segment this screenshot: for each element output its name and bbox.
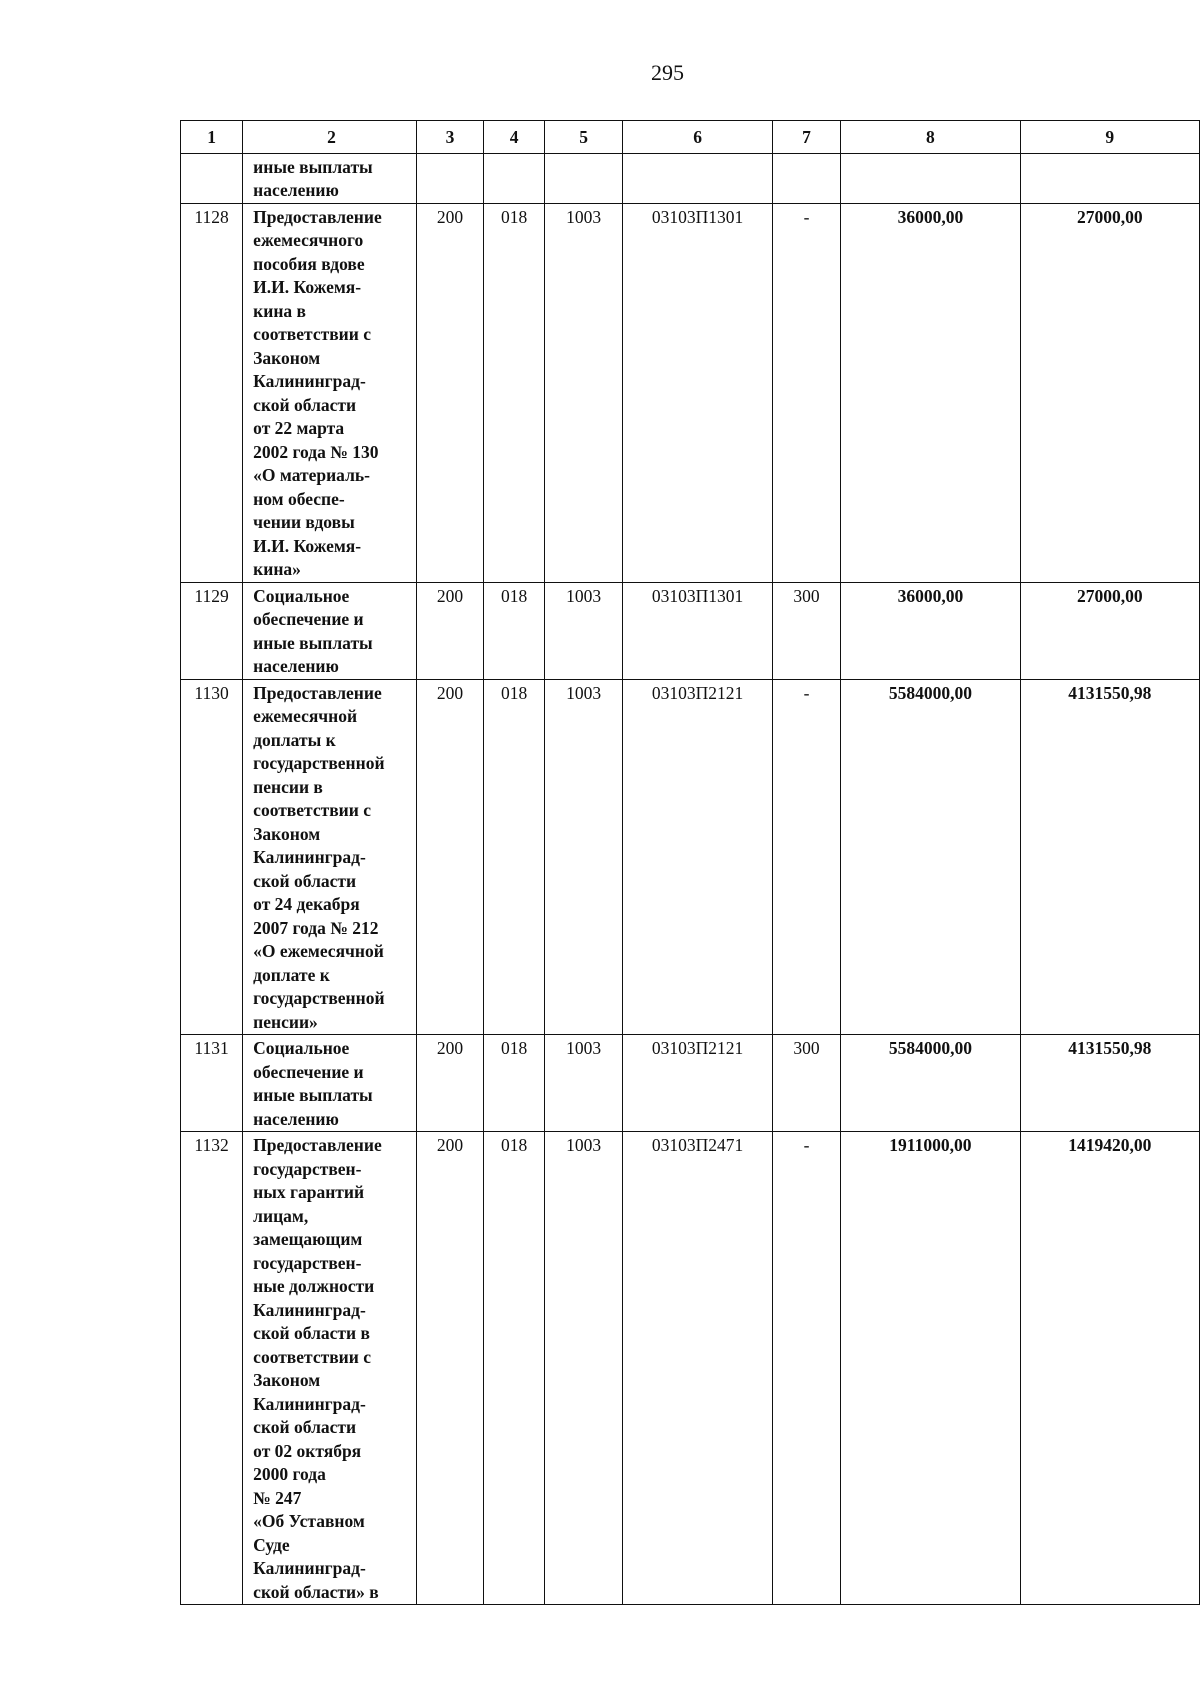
row-col-5 — [545, 153, 623, 203]
header-col-6: 6 — [623, 121, 773, 154]
header-col-1: 1 — [181, 121, 243, 154]
header-row — [181, 121, 1200, 154]
row-name: Социальное обеспечение и иные выплаты населению — [243, 1035, 417, 1132]
row-col-3: 200 — [416, 1132, 483, 1605]
row-col-6: 03103П2471 — [623, 1132, 773, 1605]
row-col-5: 1003 — [545, 582, 623, 679]
row-col-8 — [841, 153, 1020, 203]
budget-table-body — [181, 121, 1200, 1605]
row-col-7: - — [772, 203, 840, 582]
table-row — [181, 203, 1200, 582]
row-name: Предоставление ежемесячного пособия вдове И.И. Кожемя- кина в соответствии с Законом Калининград- ской области от 22 марта 2002 года № 130 «О материаль- ном обеспе- чении вдовы И.И. Кожемя- кина» — [243, 203, 417, 582]
row-col-3: 200 — [416, 582, 483, 679]
row-col-4: 018 — [484, 203, 545, 582]
row-name: иные выплаты населению — [243, 153, 417, 203]
row-number: 1130 — [181, 679, 243, 1035]
header-col-7: 7 — [772, 121, 840, 154]
table-row — [181, 582, 1200, 679]
row-col-6: 03103П1301 — [623, 582, 773, 679]
row-col-8: 5584000,00 — [841, 1035, 1020, 1132]
budget-table — [180, 120, 1200, 1605]
table-row — [181, 679, 1200, 1035]
table-row — [181, 153, 1200, 203]
row-col-9: 4131550,98 — [1020, 679, 1199, 1035]
header-col-9: 9 — [1020, 121, 1199, 154]
row-col-3: 200 — [416, 679, 483, 1035]
row-col-5: 1003 — [545, 1035, 623, 1132]
row-name: Социальное обеспечение и иные выплаты населению — [243, 582, 417, 679]
row-col-9: 27000,00 — [1020, 203, 1199, 582]
row-col-3 — [416, 153, 483, 203]
row-col-8: 1911000,00 — [841, 1132, 1020, 1605]
row-col-4: 018 — [484, 679, 545, 1035]
row-col-9: 1419420,00 — [1020, 1132, 1199, 1605]
header-col-4: 4 — [484, 121, 545, 154]
row-col-7: 300 — [772, 582, 840, 679]
header-col-2: 2 — [243, 121, 417, 154]
row-col-7: - — [772, 679, 840, 1035]
row-col-4: 018 — [484, 1035, 545, 1132]
row-col-6: 03103П2121 — [623, 679, 773, 1035]
row-number — [181, 153, 243, 203]
row-col-5: 1003 — [545, 1132, 623, 1605]
row-col-8: 5584000,00 — [841, 679, 1020, 1035]
row-name: Предоставление ежемесячной доплаты к государственной пенсии в соответствии с Законом Калининград- ской области от 24 декабря 2007 года № 212 «О ежемесячной доплате к государственной пенсии» — [243, 679, 417, 1035]
row-col-9: 4131550,98 — [1020, 1035, 1199, 1132]
row-col-4: 018 — [484, 1132, 545, 1605]
row-col-4: 018 — [484, 582, 545, 679]
table-row — [181, 1132, 1200, 1605]
row-col-5: 1003 — [545, 203, 623, 582]
table-row — [181, 1035, 1200, 1132]
row-col-3: 200 — [416, 1035, 483, 1132]
row-number: 1132 — [181, 1132, 243, 1605]
row-number: 1129 — [181, 582, 243, 679]
row-col-7: 300 — [772, 1035, 840, 1132]
header-col-5: 5 — [545, 121, 623, 154]
row-number: 1131 — [181, 1035, 243, 1132]
row-name: Предоставление государствен- ных гарантий лицам, замещающим государствен- ные должности Калининград- ской области в соответствии с Законом Калининград- ской области от 02 октября 2000 года № 247 «Об Уставном Суде Калининград- ской области» в — [243, 1132, 417, 1605]
row-col-6 — [623, 153, 773, 203]
row-number: 1128 — [181, 203, 243, 582]
row-col-7: - — [772, 1132, 840, 1605]
row-col-5: 1003 — [545, 679, 623, 1035]
header-col-8: 8 — [841, 121, 1020, 154]
row-col-3: 200 — [416, 203, 483, 582]
row-col-6: 03103П2121 — [623, 1035, 773, 1132]
row-col-7 — [772, 153, 840, 203]
row-col-9 — [1020, 153, 1199, 203]
row-col-8: 36000,00 — [841, 582, 1020, 679]
row-col-8: 36000,00 — [841, 203, 1020, 582]
header-col-3: 3 — [416, 121, 483, 154]
row-col-6: 03103П1301 — [623, 203, 773, 582]
row-col-9: 27000,00 — [1020, 582, 1199, 679]
row-col-4 — [484, 153, 545, 203]
page-number: 295 — [651, 60, 684, 85]
